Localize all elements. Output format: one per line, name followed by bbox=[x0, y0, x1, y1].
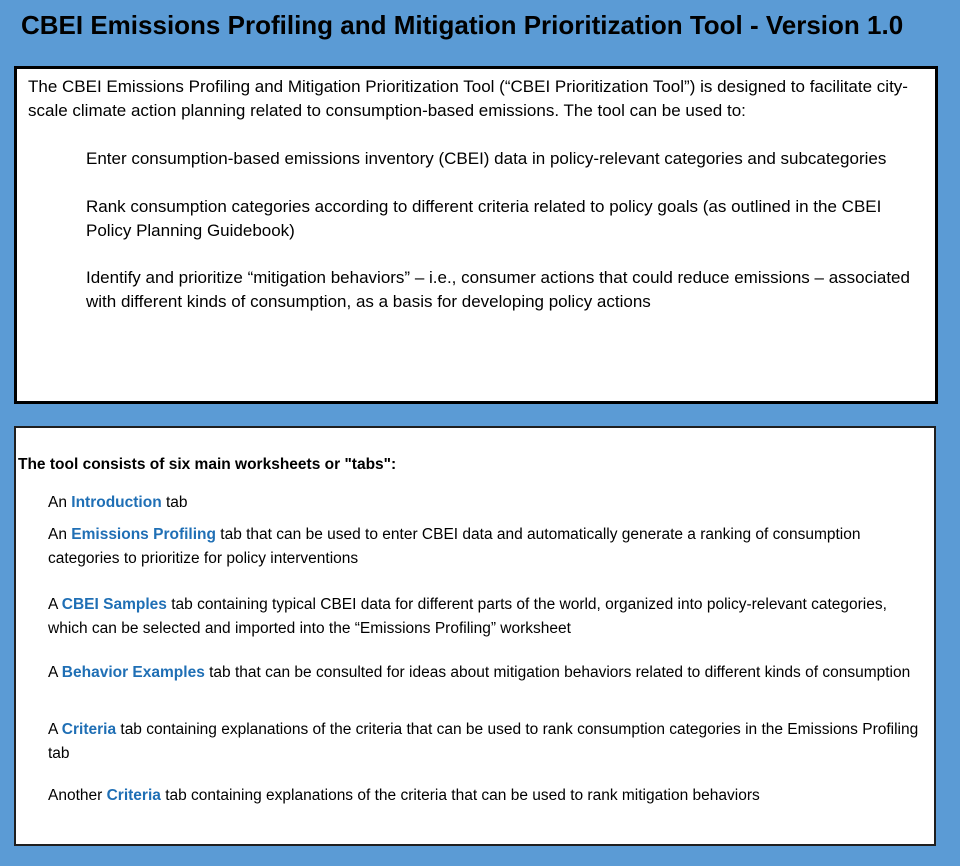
item-description: tab that can be used to enter CBEI data and automatically generate a ranking of consumption categories to prioritize for policy interventions bbox=[48, 526, 861, 567]
item-prefix: An bbox=[48, 526, 72, 543]
item-prefix: A bbox=[48, 596, 62, 613]
item-description: tab that can be consulted for ideas about mitigation behaviors related to different kinds of consumption bbox=[204, 664, 911, 681]
intro-panel bbox=[14, 66, 938, 404]
tabs-heading: The tool consists of six main worksheets or "tabs": bbox=[18, 456, 397, 473]
tab-description-behavior-criteria bbox=[48, 784, 928, 808]
criteria-tab-link[interactable]: Criteria bbox=[61, 721, 117, 738]
behavior-examples-tab-link[interactable]: Behavior Examples bbox=[61, 664, 205, 681]
cbei-samples-tab-link[interactable]: CBEI Samples bbox=[61, 596, 167, 613]
tab-description-behavior-examples bbox=[48, 661, 928, 685]
intro-text: The CBEI Emissions Profiling and Mitigation Prioritization Tool (“CBEI Prioritization Tool”) is designed to facilitate city-scale climate action planning related to consumption-based emissions. The tool can be used to: bbox=[28, 77, 908, 120]
intro-bullet: Enter consumption-based emissions inventory (CBEI) data in policy-relevant categories and subcategories bbox=[86, 149, 887, 168]
tabs-panel bbox=[14, 426, 936, 846]
item-prefix: Another bbox=[48, 787, 107, 804]
item-description: tab bbox=[161, 494, 188, 511]
intro-bullet: Rank consumption categories according to different criteria related to policy goals (as outlined in the CBEI Policy Planning Guidebook) bbox=[86, 197, 882, 240]
item-prefix: An bbox=[48, 494, 72, 511]
tab-description-cbei-samples bbox=[48, 593, 928, 641]
item-prefix: A bbox=[48, 721, 62, 738]
tab-description-criteria bbox=[48, 718, 928, 766]
item-description: tab containing explanations of the criteria that can be used to rank consumption categories in the Emissions Profiling tab bbox=[48, 721, 919, 762]
behavior-criteria-tab-link[interactable]: Criteria bbox=[106, 787, 161, 804]
tab-description-introduction bbox=[48, 491, 928, 515]
intro-bullet: Identify and prioritize “mitigation behaviors” – i.e., consumer actions that could reduce emissions – associated with different kinds of consumption, as a basis for developing policy actions bbox=[86, 268, 910, 311]
emissions-profiling-tab-link[interactable]: Emissions Profiling bbox=[71, 526, 216, 543]
item-description: tab containing typical CBEI data for different parts of the world, organized into policy-relevant categories, which can be selected and imported into the “Emissions Profiling” worksheet bbox=[48, 596, 887, 637]
item-prefix: A bbox=[48, 664, 62, 681]
introduction-tab-link[interactable]: Introduction bbox=[71, 494, 162, 511]
page-title: CBEI Emissions Profiling and Mitigation Prioritization Tool - Version 1.0 bbox=[21, 10, 904, 40]
item-description: tab containing explanations of the criteria that can be used to rank mitigation behaviors bbox=[160, 787, 760, 804]
tab-description-emissions-profiling bbox=[48, 523, 928, 571]
